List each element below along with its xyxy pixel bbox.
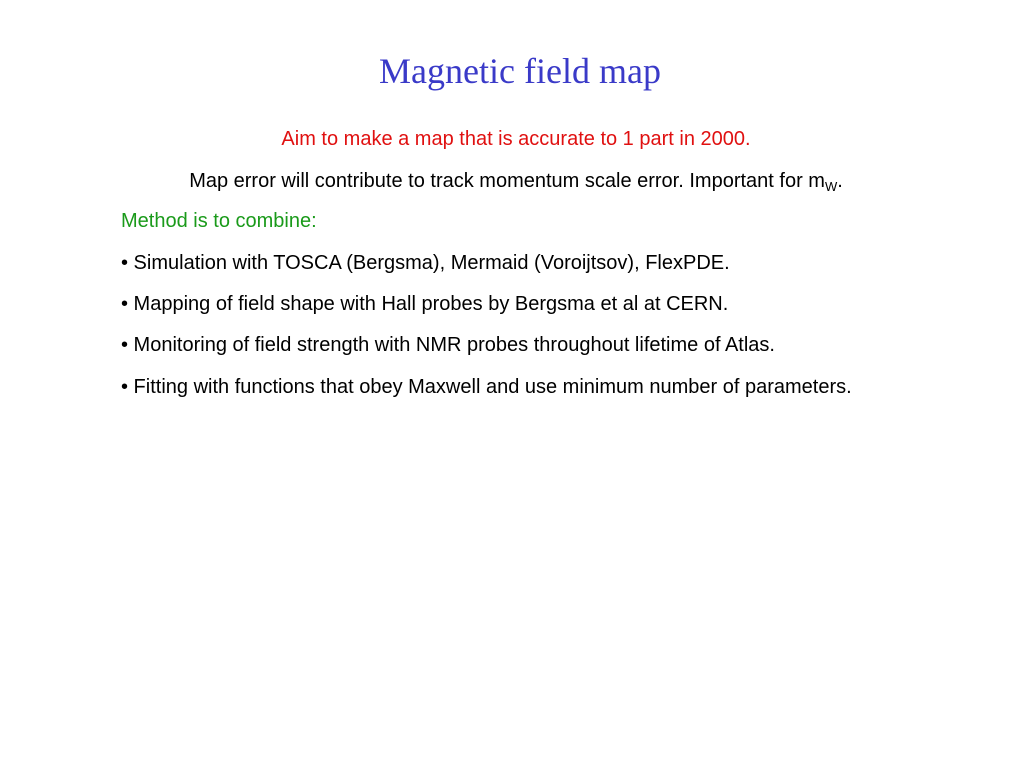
- map-error-suffix: .: [837, 170, 843, 192]
- bullet-fitting: • Fitting with functions that obey Maxwell and use minimum number of parameters.: [121, 376, 852, 398]
- bullet-monitoring: • Monitoring of field strength with NMR probes throughout lifetime of Atlas.: [121, 334, 775, 356]
- map-error-subscript: W: [824, 179, 838, 194]
- method-heading: Method is to combine:: [121, 210, 317, 232]
- bullet-simulation: • Simulation with TOSCA (Bergsma), Mermaid (Voroijtsov), FlexPDE.: [121, 252, 730, 274]
- map-error-text: Map error will contribute to track momentum scale error. Important for m: [189, 170, 825, 192]
- aim-statement: Aim to make a map that is accurate to 1 part in 2000.: [281, 128, 751, 150]
- bullet-mapping: • Mapping of field shape with Hall probes by Bergsma et al at CERN.: [121, 293, 729, 315]
- slide-title: Magnetic field map: [379, 51, 661, 91]
- map-error-statement: [0, 169, 1024, 193]
